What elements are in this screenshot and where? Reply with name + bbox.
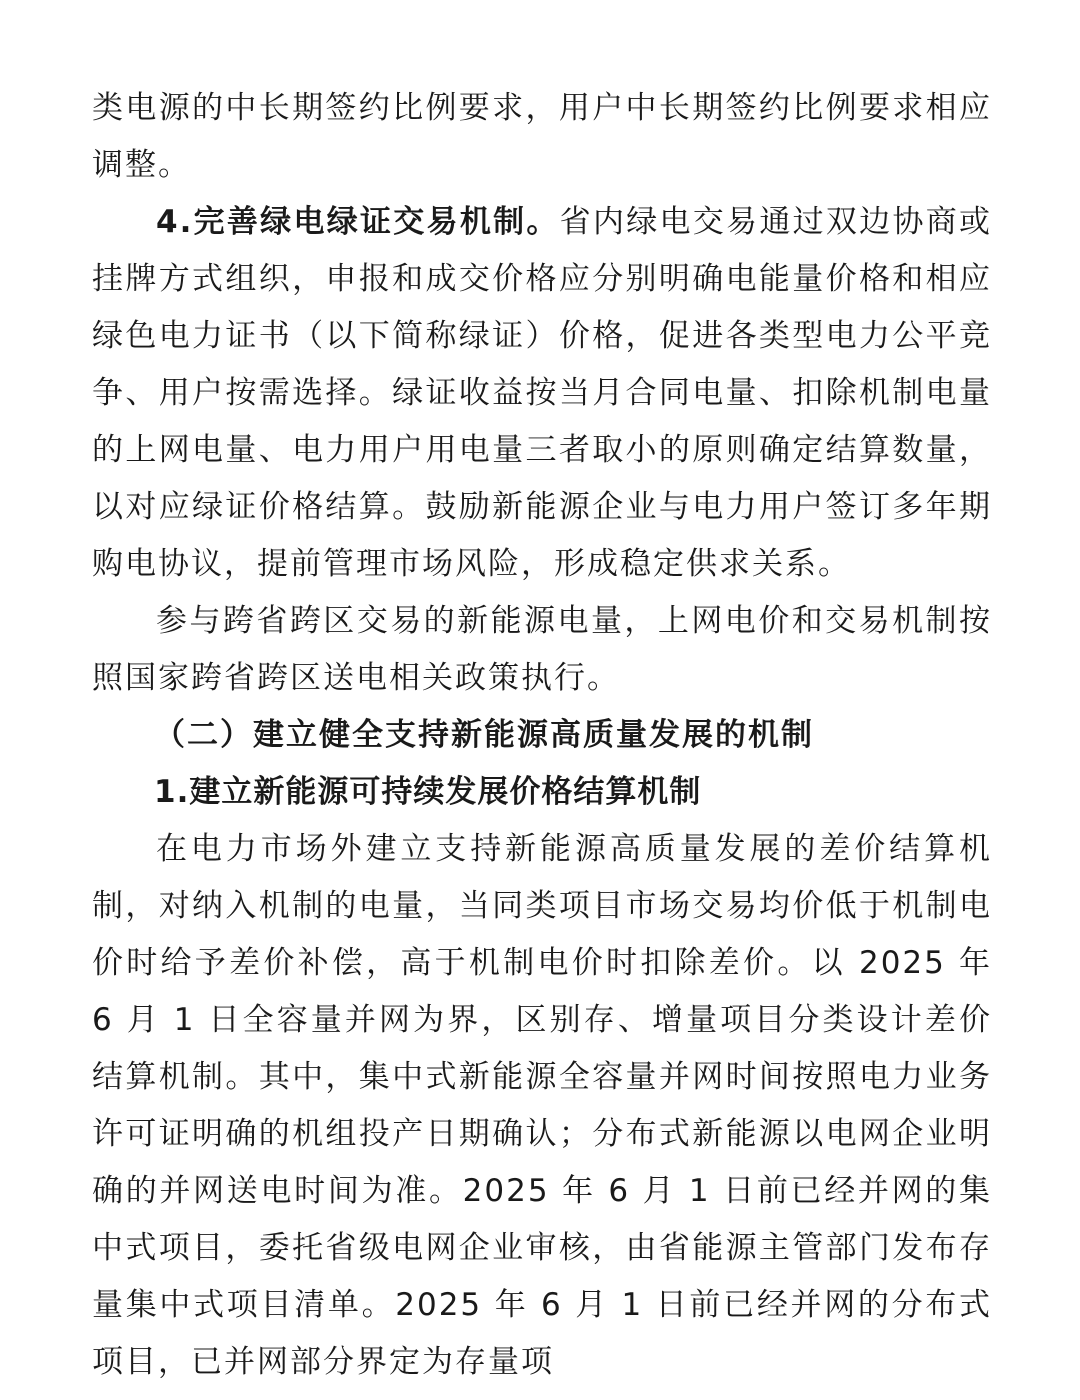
subsection-heading: 1.建立新能源可持续发展价格结算机制: [154, 774, 702, 810]
paragraph-body: 省内绿电交易通过双边协商或挂牌方式组织，申报和成交价格应分别明确电能量价格和相应绿色电力证书（以下简称绿证）价格，促进各类型电力公平竞争、用户按需选择。绿证收益按当月合同电量、扣除机制电量的上网电量、电力用户用电量三者取小的原则确定结算数量，以对应绿证价格结算。鼓励新能源企业与电力用户签订多年期购电协议，提前管理市场风险，形成稳定供求关系。: [92, 204, 992, 582]
paragraph-cross-province: 参与跨省跨区交易的新能源电量，上网电价和交易机制按照国家跨省跨区送电相关政策执行。: [92, 603, 992, 696]
document-page: [92, 80, 992, 1391]
paragraph-green-power-trading: [92, 194, 992, 593]
paragraph-continuation: 类电源的中长期签约比例要求，用户中长期签约比例要求相应调整。: [92, 90, 992, 183]
paragraph-settlement-mechanism: 在电力市场外建立支持新能源高质量发展的差价结算机制，对纳入机制的电量，当同类项目市场交易均价低于机制电价时给予差价补偿，高于机制电价时扣除差价。以 2025 年 6 月 1 日全容量并网为界，区别存、增量项目分类设计差价结算机制。其中，集中式新能源全容量并网时间按照电力业务许可证明确的机组投产日期确认；分布式新能源以电网企业明确的并网送电时间为准。2025 年 6 月 1 日前已经并网的集中式项目，委托省级电网企业审核，由省能源主管部门发布存量集中式项目清单。2025 年 6 月 1 日前已经并网的分布式项目，已并网部分界定为存量项: [92, 831, 992, 1380]
paragraph-lead-heading: 4.完善绿电绿证交易机制。: [156, 204, 560, 240]
section-heading: （二）建立健全支持新能源高质量发展的机制: [154, 717, 814, 753]
